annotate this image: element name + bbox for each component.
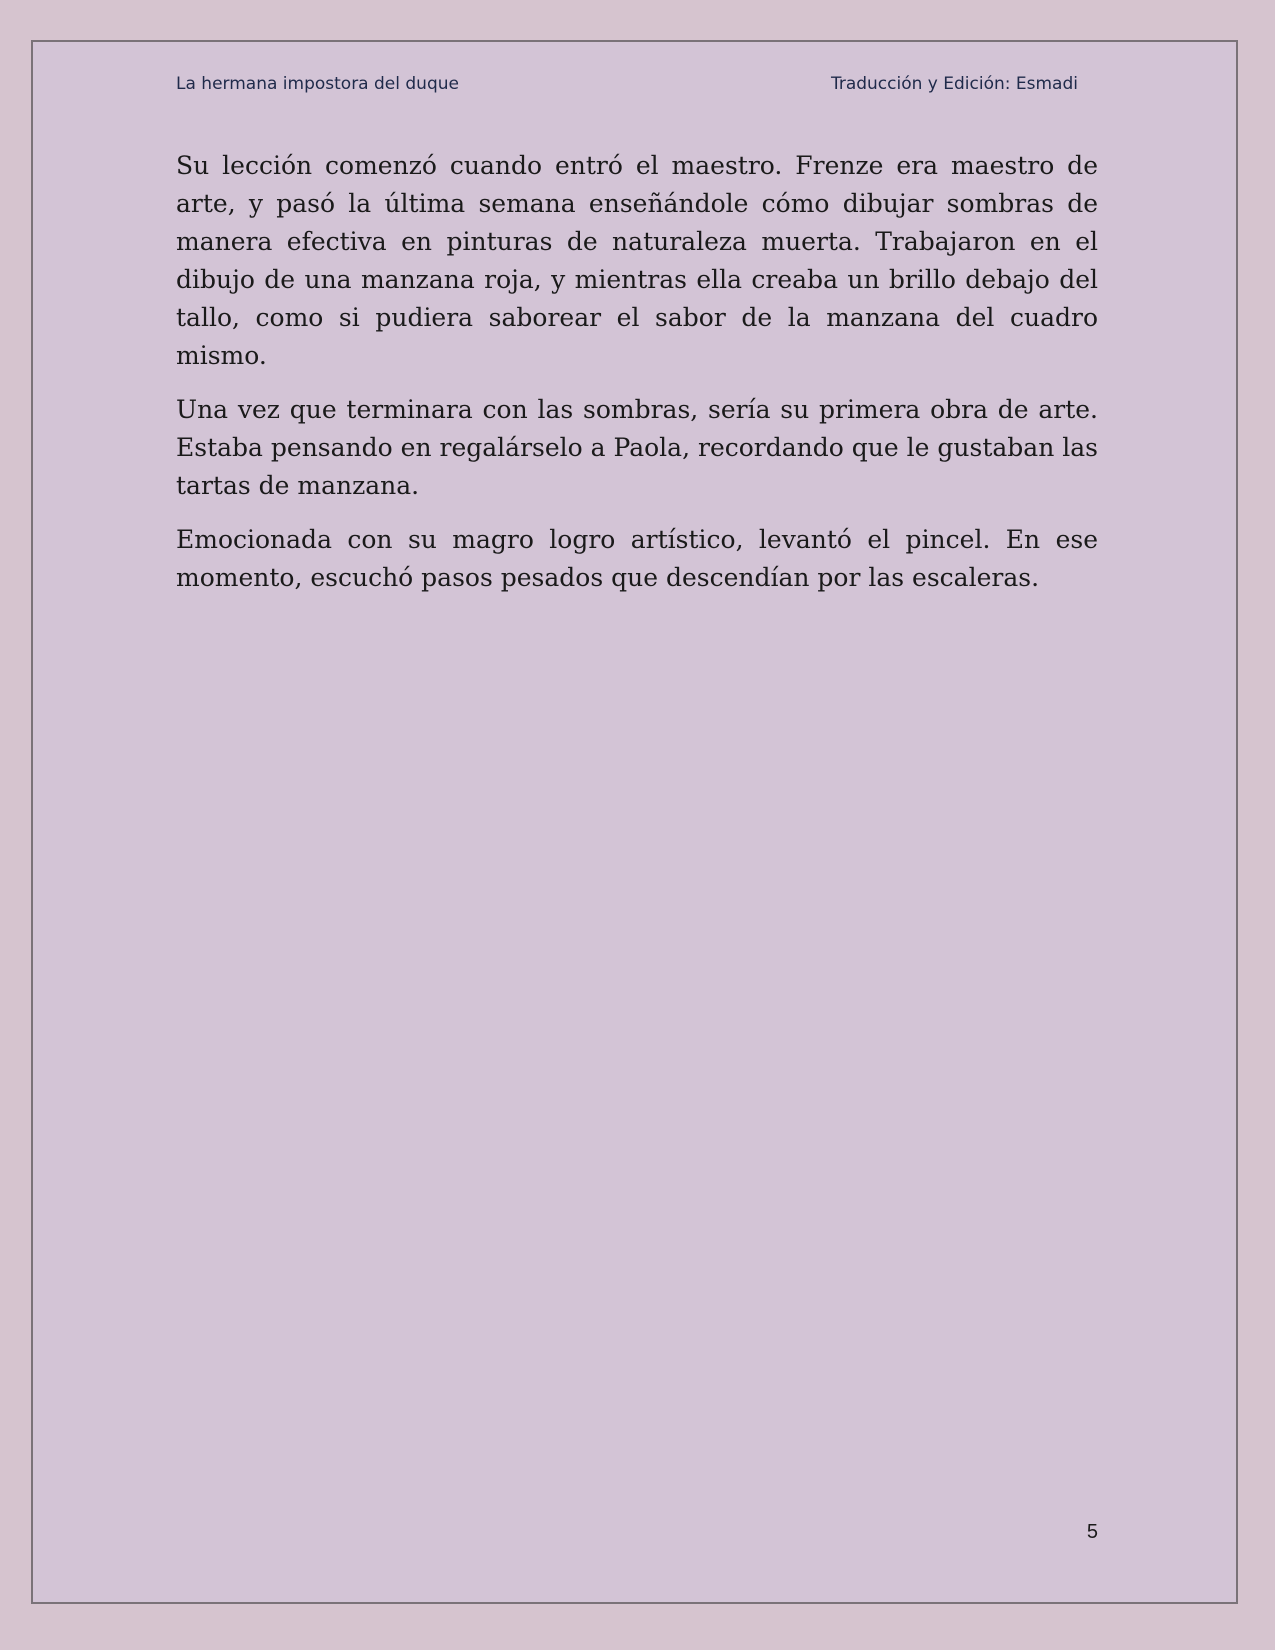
header-book-title: La hermana impostora del duque	[176, 74, 459, 94]
running-header	[176, 74, 1078, 94]
header-credits: Traducción y Edición: Esmadi	[830, 74, 1078, 94]
body-text	[176, 147, 1098, 613]
paragraph: Emocionada con su magro logro artístico, levantó el pincel. En ese momento, escuchó pasos pesados que descendían por las escaleras.	[176, 525, 1098, 592]
paragraph: Su lección comenzó cuando entró el maestro. Frenze era maestro de arte, y pasó la última semana enseñándole cómo dibujar sombras de manera efectiva en pinturas de naturaleza muerta. Trabajaron en el dibujo de una manzana roja, y mientras ella creaba un brillo debajo del tallo, como si pudiera saborear el sabor de la manzana del cuadro mismo.	[176, 151, 1098, 370]
paragraph: Una vez que terminara con las sombras, sería su primera obra de arte. Estaba pensando en regalárselo a Paola, recordando que le gustaban las tartas de manzana.	[176, 395, 1098, 500]
page-number: 5	[1086, 1521, 1098, 1543]
